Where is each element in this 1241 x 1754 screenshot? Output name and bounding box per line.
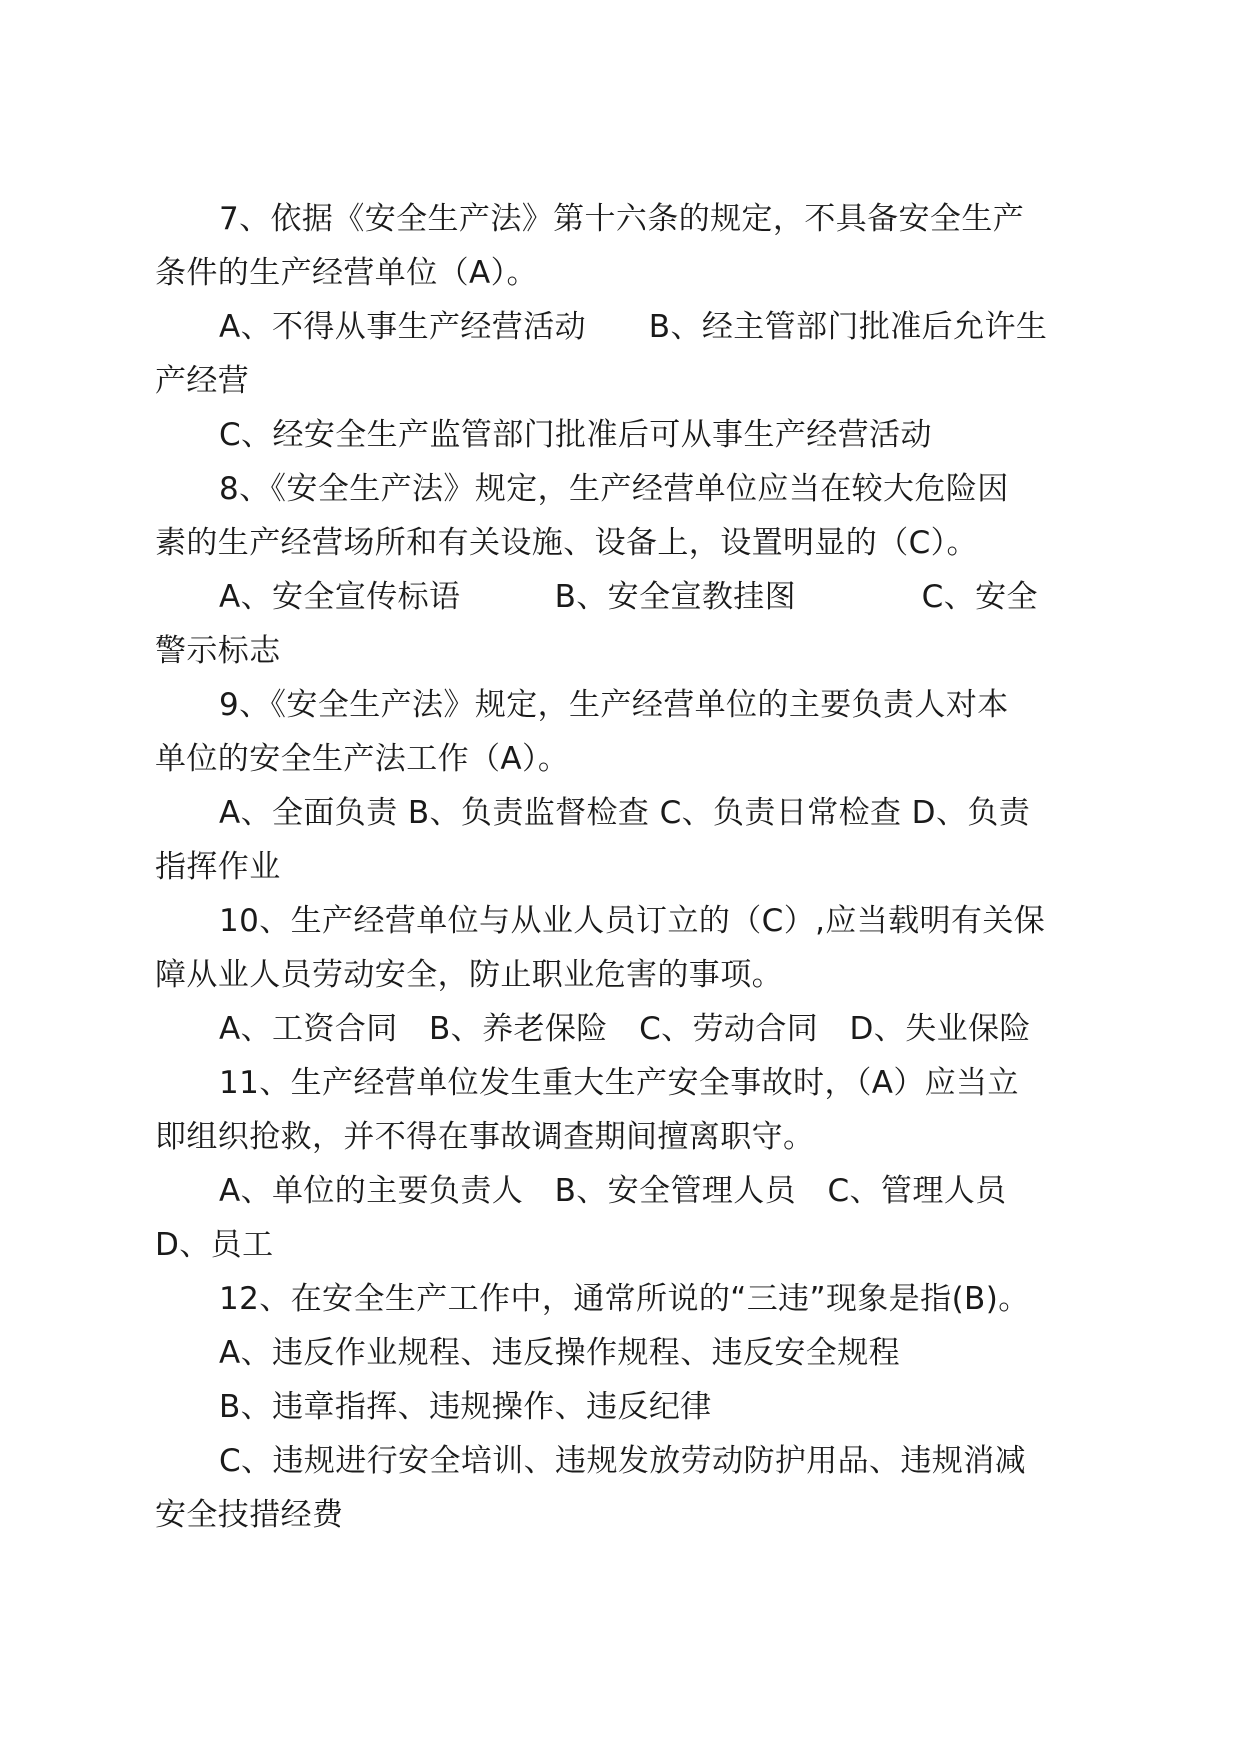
question-text-line: 单位的安全生产法工作（A）。 <box>155 741 570 777</box>
option-line: A、安全宣传标语 B、安全宣教挂图 C、安全 <box>219 579 1038 615</box>
question-text-line: 素的生产经营场所和有关设施、设备上，设置明显的（C）。 <box>155 525 978 561</box>
question-text-line: 12、在安全生产工作中，通常所说的“三违”现象是指(B)。 <box>219 1281 1030 1317</box>
question-text-line: 障从业人员劳动安全，防止职业危害的事项。 <box>155 957 783 993</box>
option-line: A、全面负责 B、负责监督检查 C、负责日常检查 D、负责 <box>219 795 1031 831</box>
option-line: B、违章指挥、违规操作、违反纪律 <box>219 1389 712 1425</box>
option-line: 产经营 <box>155 363 250 399</box>
question-12 <box>155 1272 1115 1542</box>
question-9 <box>155 678 1115 894</box>
question-text-line: 即组织抢救，并不得在事故调查期间擅离职守。 <box>155 1119 815 1155</box>
option-line: 安全技措经费 <box>155 1497 344 1533</box>
question-list <box>155 192 1115 1542</box>
option-line: A、违反作业规程、违反操作规程、违反安全规程 <box>219 1335 901 1371</box>
question-11 <box>155 1056 1115 1272</box>
option-line: 警示标志 <box>155 633 281 669</box>
option-line: D、员工 <box>155 1227 274 1263</box>
question-10 <box>155 894 1115 1056</box>
question-text-line: 11、生产经营单位发生重大生产安全事故时，（A）应当立 <box>219 1065 1019 1101</box>
option-line: A、不得从事生产经营活动 B、经主管部门批准后允许生 <box>219 309 1048 345</box>
option-line: C、违规进行安全培训、违规发放劳动防护用品、违规消减 <box>219 1443 1027 1479</box>
option-line: A、工资合同 B、养老保险 C、劳动合同 D、失业保险 <box>219 1011 1031 1047</box>
option-line: C、经安全生产监管部门批准后可从事生产经营活动 <box>219 417 932 453</box>
question-text-line: 条件的生产经营单位（A）。 <box>155 255 538 291</box>
option-line: A、单位的主要负责人 B、安全管理人员 C、管理人员 <box>219 1173 1007 1209</box>
option-line: 指挥作业 <box>155 849 281 885</box>
question-text-line: 10、生产经营单位与从业人员订立的（C）,应当载明有关保 <box>219 903 1046 939</box>
question-text-line: 9、《安全生产法》规定，生产经营单位的主要负责人对本 <box>219 687 1009 723</box>
question-text-line: 7、依据《安全生产法》第十六条的规定，不具备安全生产 <box>219 201 1025 237</box>
question-7 <box>155 192 1115 462</box>
question-8 <box>155 462 1115 678</box>
question-text-line: 8、《安全生产法》规定，生产经营单位应当在较大危险因 <box>219 471 1009 507</box>
